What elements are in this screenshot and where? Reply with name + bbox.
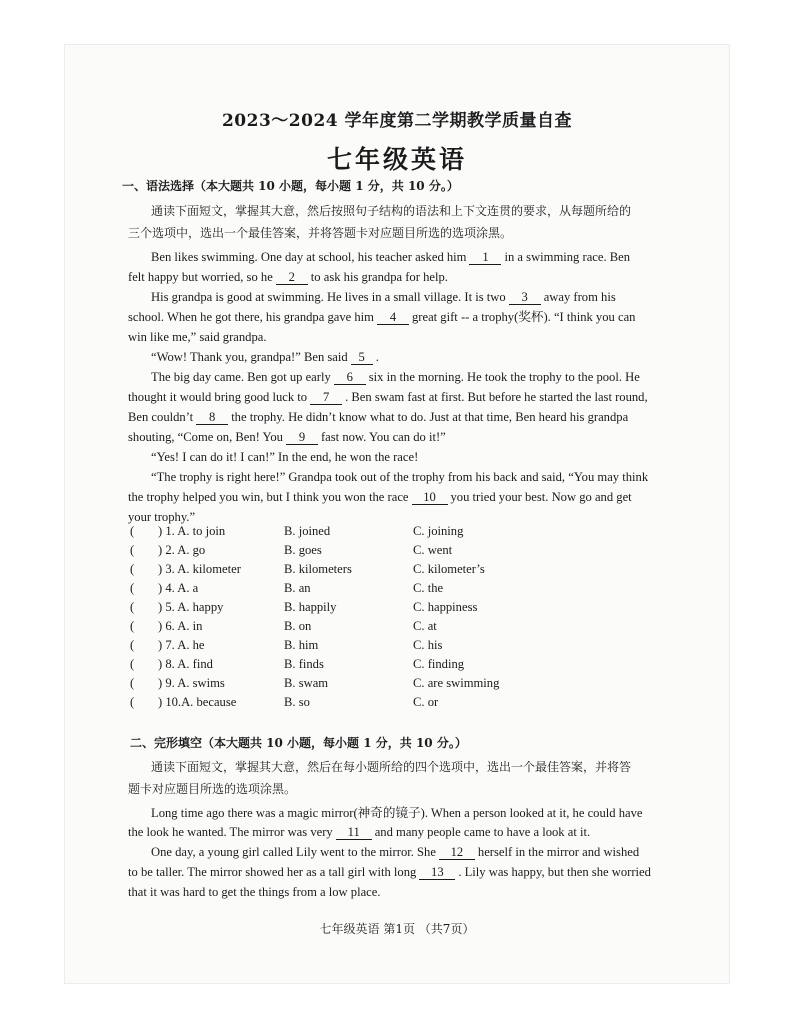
option-a[interactable]: ) 10.A. because [158,695,237,709]
option-a[interactable]: ) 1. A. to join [158,524,226,538]
section2-instruction-line1: 通读下面短文，掌握其大意，然后在每小题所给的四个选项中，选出一个最佳答案，并将答 [151,760,632,774]
option-a[interactable]: ) 4. A. a [158,581,199,595]
option-b[interactable]: B. on [284,619,312,633]
answer-paren[interactable]: ( [130,638,135,652]
option-b[interactable]: B. an [284,581,311,595]
blank-12: 12 [439,846,475,860]
blank-2: 2 [276,271,308,285]
option-c[interactable]: C. at [413,619,437,633]
passage1-line: win like me,” said grandpa. [128,330,267,344]
blank-10: 10 [412,491,448,505]
option-c[interactable]: C. or [413,695,439,709]
answer-paren[interactable]: ( [130,581,135,595]
passage2-line: One day, a young girl called Lily went to the mirror. She 12 herself in the mirror and wished [151,845,640,859]
answer-paren[interactable]: ( [130,619,135,633]
answer-paren[interactable]: ( [130,524,135,538]
subject-title: 七年级英语 [326,145,467,174]
option-b[interactable]: B. kilometers [284,562,352,576]
exam-title: 2023～2024 学年度第二学期教学质量自查 [221,111,573,131]
answer-paren[interactable]: ( [130,600,135,614]
blank-5: 5 [351,351,373,365]
passage2-line: that it was hard to get the things from a low place. [128,885,381,899]
option-a[interactable]: ) 8. A. find [158,657,213,671]
passage2-line: Long time ago there was a magic mirror(神奇的镜子). When a person looked at it, he could have [151,806,643,820]
blank-8: 8 [196,411,228,425]
option-b[interactable]: B. happily [284,600,337,614]
option-c[interactable]: C. went [413,543,453,557]
section2-instruction-line2: 题卡对应题目所选的选项涂黑。 [128,782,297,796]
answer-paren[interactable]: ( [130,695,135,709]
section1-instruction-line1: 通读下面短文，掌握其大意，然后按照句子结构的语法和上下文连贯的要求，从每题所给的 [151,204,632,218]
passage1-line: thought it would bring good luck to 7 . Ben swam fast at first. But before he started the last round, [128,390,648,404]
answer-paren[interactable]: ( [130,676,135,690]
passage1-line: His grandpa is good at swimming. He lives in a small village. It is two 3 away from his [151,290,616,304]
blank-1: 1 [469,251,501,265]
option-c[interactable]: C. are swimming [413,676,500,690]
blank-3: 3 [509,291,541,305]
option-c[interactable]: C. kilometer’s [413,562,485,576]
option-a[interactable]: ) 9. A. swims [158,676,225,690]
answer-paren[interactable]: ( [130,562,135,576]
answer-paren[interactable]: ( [130,543,135,557]
option-b[interactable]: B. him [284,638,319,652]
passage1-line: “Wow! Thank you, grandpa!” Ben said 5 . [151,350,379,364]
blank-13: 13 [419,866,455,880]
section1-heading: 一、语法选择（本大题共 10 小题，每小题 1 分，共 10 分。） [122,179,459,193]
passage1-line: Ben couldn’t 8 the trophy. He didn’t know what to do. Just at that time, Ben heard his grandpa [128,410,629,424]
option-b[interactable]: B. swam [284,676,329,690]
option-a[interactable]: ) 6. A. in [158,619,203,633]
section1-instruction-line2: 三个选项中，选出一个最佳答案，并将答题卡对应题目所选的选项涂黑。 [128,226,513,240]
passage1-line: your trophy.” [128,510,196,524]
answer-paren[interactable]: ( [130,657,135,671]
page-footer: 七年级英语 第1页 （共7页） [319,922,475,936]
option-c[interactable]: C. joining [413,524,464,538]
passage2-line: to be taller. The mirror showed her as a tall girl with long 13 . Lily was happy, but then she worried [128,865,651,879]
passage2-line: the look he wanted. The mirror was very 11 and many people came to have a look at it. [128,825,591,839]
passage1-line: “Yes! I can do it! I can!” In the end, he won the race! [151,450,419,464]
passage1-line: felt happy but worried, so he 2 to ask his grandpa for help. [128,270,448,284]
blank-6: 6 [334,371,366,385]
option-b[interactable]: B. goes [284,543,322,557]
exam-page [64,44,730,984]
blank-7: 7 [310,391,342,405]
passage1-line: shouting, “Come on, Ben! You 9 fast now. You can do it!” [128,430,446,444]
blank-11: 11 [336,826,372,840]
option-c[interactable]: C. finding [413,657,465,671]
passage1-line: school. When he got there, his grandpa gave him 4 great gift -- a trophy(奖杯). “I think you can [128,310,636,324]
blank-9: 9 [286,431,318,445]
option-a[interactable]: ) 5. A. happy [158,600,224,614]
passage1-line: Ben likes swimming. One day at school, his teacher asked him 1 in a swimming race. Ben [151,250,631,264]
option-c[interactable]: C. his [413,638,443,652]
option-a[interactable]: ) 3. A. kilometer [158,562,241,576]
section2-heading: 二、完形填空（本大题共 10 小题，每小题 1 分，共 10 分。） [130,736,467,750]
blank-4: 4 [377,311,409,325]
passage1-line: the trophy helped you win, but I think you won the race 10 you tried your best. Now go and get [128,490,632,504]
passage1-line: “The trophy is right here!” Grandpa took out of the trophy from his back and said, “You may think [151,470,649,484]
option-c[interactable]: C. the [413,581,444,595]
option-a[interactable]: ) 7. A. he [158,638,205,652]
option-b[interactable]: B. so [284,695,310,709]
option-b[interactable]: B. joined [284,524,331,538]
option-a[interactable]: ) 2. A. go [158,543,206,557]
passage1-line: The big day came. Ben got up early 6 six in the morning. He took the trophy to the pool. He [151,370,640,384]
option-b[interactable]: B. finds [284,657,324,671]
option-c[interactable]: C. happiness [413,600,478,614]
